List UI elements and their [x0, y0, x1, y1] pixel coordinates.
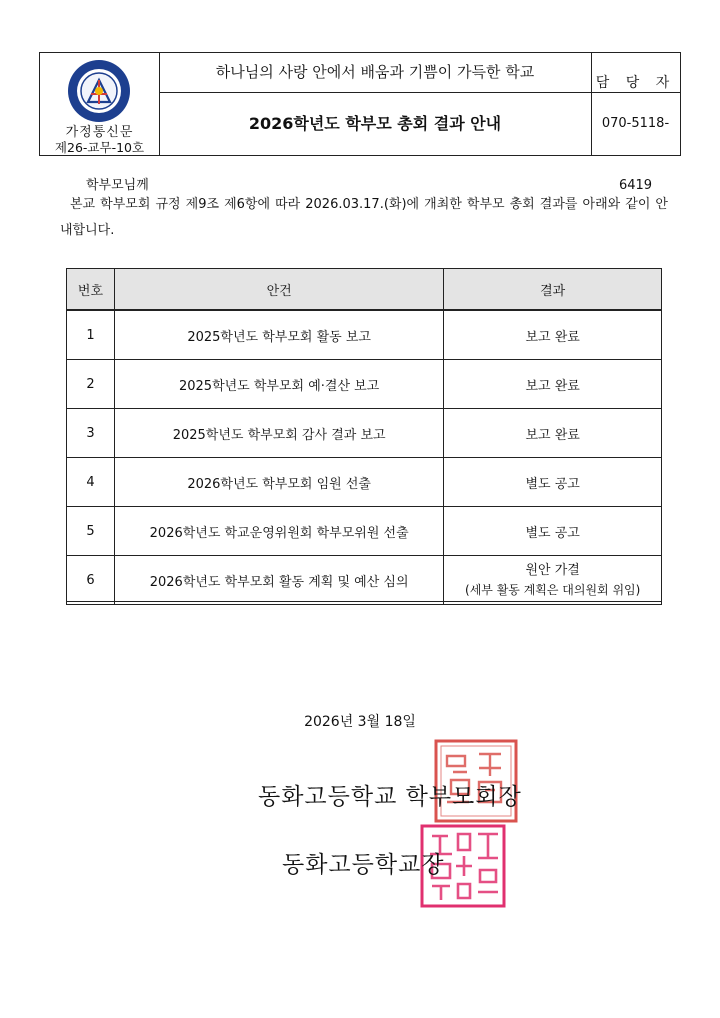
row-agenda: 2026학년도 학교운영위원회 학부모위원 선출	[114, 507, 443, 556]
row-result: 보고 완료	[444, 310, 662, 360]
results-table	[66, 268, 662, 605]
contact-phone: 070-5118-6419	[601, 116, 670, 193]
row-result-note: (세부 활동 계획은 대의원회 위임)	[465, 583, 641, 597]
table-row	[67, 409, 662, 458]
intro-paragraph: 본교 학부모회 규정 제9조 제6항에 따라 2026.03.17.(화)에 개최한 학부모 총회 결과를 아래와 같이 안내합니다.	[60, 197, 668, 238]
row-number: 3	[67, 409, 115, 458]
row-result: 별도 공고	[444, 507, 662, 556]
table-row	[67, 360, 662, 409]
header-agenda: 안건	[114, 269, 443, 311]
header-middle-cell	[159, 53, 592, 155]
table-row	[67, 556, 662, 605]
row-agenda: 2025학년도 학부모회 활동 보고	[114, 310, 443, 360]
greeting: 학부모님께	[86, 178, 149, 193]
row-number: 6	[67, 556, 115, 605]
header-right-cell	[591, 53, 680, 193]
header-result: 결과	[444, 269, 662, 311]
row-result-cell	[444, 556, 662, 605]
row-result: 별도 공고	[444, 458, 662, 507]
school-logo	[66, 58, 132, 124]
row-number: 2	[67, 360, 115, 409]
row-number: 5	[67, 507, 115, 556]
table-row	[67, 507, 662, 556]
table-row	[67, 310, 662, 360]
row-result: 보고 완료	[444, 360, 662, 409]
row-agenda: 2025학년도 학부모회 감사 결과 보고	[114, 409, 443, 458]
contact-label: 담 당 자	[591, 53, 680, 93]
row-result: 원안 가결	[525, 563, 580, 578]
signer-principal: 동화고등학교장	[282, 852, 445, 878]
row-agenda: 2025학년도 학부모회 예·결산 보고	[114, 360, 443, 409]
row-number: 1	[67, 310, 115, 360]
signer-parent-association: 동화고등학교 학부모회장	[258, 784, 522, 810]
row-agenda: 2026학년도 학부모회 임원 선출	[114, 458, 443, 507]
notice-type: 가정통신문	[65, 125, 134, 140]
row-number: 4	[67, 458, 115, 507]
notice-number: 제26-교무-10호	[54, 140, 145, 155]
document-title: 2026학년도 학부모 총회 결과 안내	[248, 114, 502, 133]
table-row	[67, 458, 662, 507]
header-number: 번호	[67, 269, 115, 311]
issue-date: 2026년 3월 18일	[304, 714, 416, 730]
school-motto: 하나님의 사랑 안에서 배움과 기쁨이 가득한 학교	[159, 53, 591, 93]
row-result: 보고 완료	[444, 409, 662, 458]
table-header-row	[67, 269, 662, 311]
row-agenda: 2026학년도 학부모회 활동 계획 및 예산 심의	[114, 556, 443, 605]
header-left-cell	[40, 53, 160, 155]
